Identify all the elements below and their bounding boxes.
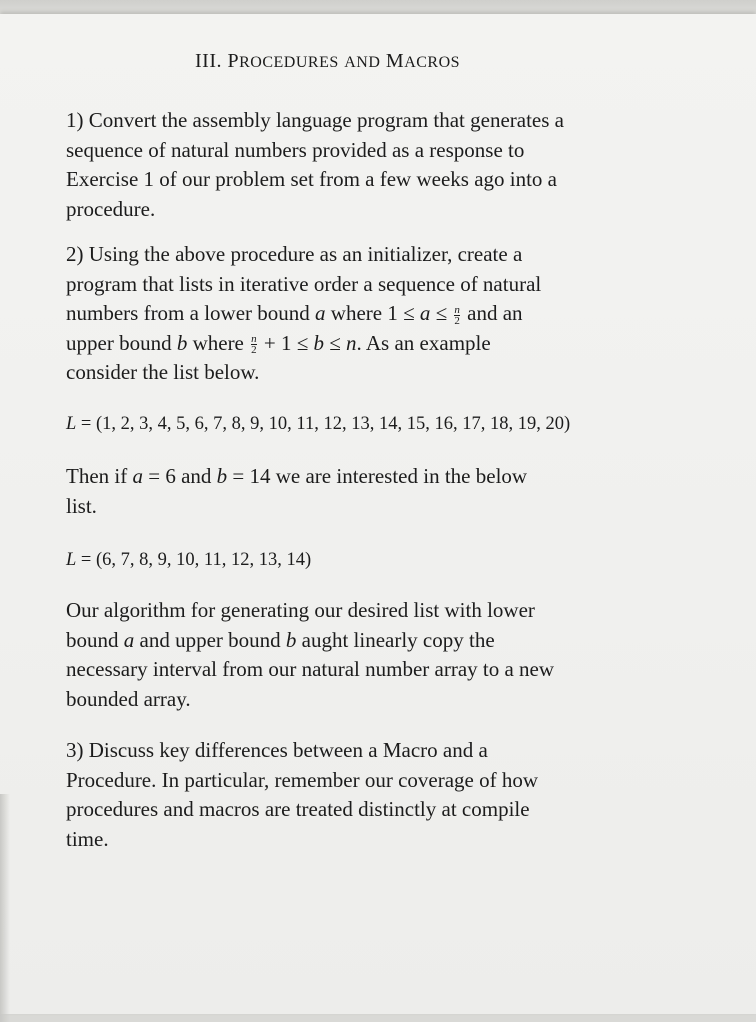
- question-1-line: procedure.: [66, 196, 156, 221]
- algorithm-line: bound a and upper bound b aught linearly copy the: [66, 627, 495, 652]
- question-1-line: Exercise 1 of our problem set from a few weeks ago into a: [66, 167, 557, 191]
- question-2-line: numbers from a lower bound a where 1 ≤ a ≤ $\frac{n}{2}$ and an: [66, 301, 523, 327]
- var-a: a: [132, 464, 143, 488]
- example-line: list.: [66, 493, 97, 518]
- question-3-line: Procedure. In particular, remember our coverage of how: [66, 767, 539, 792]
- var-b: b: [216, 464, 228, 488]
- question-1-line: sequence of natural numbers provided as a response to: [66, 137, 525, 162]
- var-a: a: [315, 301, 326, 325]
- section-title-word-2: AND: [344, 54, 381, 71]
- bounded-list-values: = (6, 7, 8, 9, 10, 11, 12, 13, 14): [80, 550, 312, 570]
- fraction-n-over-2: $\frac{n}{2}$: [251, 333, 257, 357]
- question-2-line: program that lists in iterative order a sequence of natural: [66, 271, 542, 296]
- question-2-line: consider the list below.: [66, 360, 260, 384]
- var-n: n: [346, 330, 357, 355]
- algorithm-paragraph: [66, 596, 676, 714]
- question-3-line: time.: [66, 826, 109, 851]
- var-a: a: [419, 301, 431, 325]
- list-variable: L: [66, 414, 77, 434]
- example-paragraph: [66, 462, 676, 521]
- section-heading: [195, 50, 460, 73]
- bounded-list-equation: [66, 546, 676, 576]
- question-2: [66, 240, 676, 388]
- question-2-line: upper bound b where $\frac{n}{2}$ + 1 ≤ b ≤ n. As an example: [66, 330, 491, 357]
- question-3: [66, 736, 676, 854]
- section-numeral: III.: [195, 50, 222, 72]
- algorithm-line: Our algorithm for generating our desired list with lower: [66, 598, 535, 622]
- full-list-values: = (1, 2, 3, 4, 5, 6, 7, 8, 9, 10, 11, 12, 13, 14, 15, 16, 17, 18, 19, 20): [80, 414, 571, 434]
- list-variable: L: [66, 550, 77, 570]
- full-list-equation: [66, 410, 676, 440]
- fraction-n-over-2: $\frac{n}{2}$: [454, 303, 460, 327]
- question-3-line: procedures and macros are treated distinctly at compile: [66, 797, 530, 821]
- var-b: b: [176, 330, 188, 355]
- question-1-line: 1) Convert the assembly language program that generates a: [66, 108, 564, 132]
- example-line: Then if a = 6 and b = 14 we are interested in the below: [66, 464, 528, 488]
- var-b: b: [313, 330, 325, 355]
- algorithm-line: necessary interval from our natural number array to a new: [66, 657, 555, 681]
- page-edge-shadow: [0, 794, 10, 1022]
- question-1: [66, 106, 676, 224]
- section-title-word-1: PROCEDURES: [227, 50, 339, 72]
- var-b: b: [285, 627, 297, 652]
- var-a: a: [123, 627, 135, 652]
- question-3-line: 3) Discuss key differences between a Macro and a: [66, 738, 488, 762]
- algorithm-line: bounded array.: [66, 686, 191, 711]
- section-title-word-3: MACROS: [385, 50, 461, 72]
- question-2-line: 2) Using the above procedure as an initializer, create a: [66, 242, 523, 266]
